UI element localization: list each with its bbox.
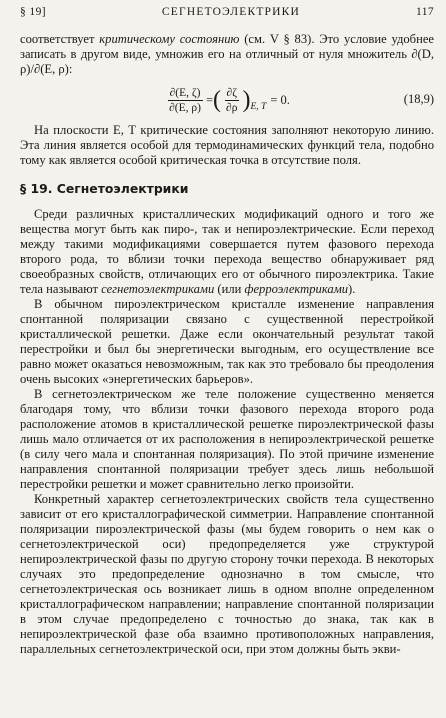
fraction-partial: $\frac{\partial\zeta}{\partial\rho}$ [226, 86, 238, 114]
section-heading: § 19. Сегнетоэлектрики [20, 181, 189, 196]
page-number: 117 [415, 6, 434, 18]
running-title: СЕГНЕТОЭЛЕКТРИКИ [161, 6, 301, 18]
emphasis-ferroelectrics: ферроэлектриками [244, 282, 349, 296]
equation-18-9: $\frac{\partial(E, \zeta)}{\partial(E, \rho)}$ = ( $\frac{\partial\zeta}{\partial\rho}$ ) E, T = 0. (18,9) [169, 86, 434, 114]
intro-paragraph-2: На плоскости E, T критические состояния заполняют некоторую линию. Эта линия является особой для термодинамических функций тела, подобно тому как является особой критическая точка в отсутствие поля. [20, 123, 434, 167]
running-head [20, 6, 434, 18]
section-paragraph-4: Конкретный характер сегнетоэлектрических свойств тела существенно зависит от его кристаллографической симметрии. Направление спонтанной поляризации пироэлектрической фазы (мы будем говорить о нем как о сегнетоэлектрической оси) предопределяется уже структурой непироэлектрической фазы по другую сторону точки перехода. В некоторых случаях это предопределение однозначно в том смысле, что сегнетоэлектрическая ось возникает лишь в одном вполне определенном кристаллографическом направлении; направление спонтанной поляризации в этом случае предопределено с точностью до знака, так как в непироэлектрической фазе оба взаимно противоположных направления, параллельных сегнетоэлектрической оси, при этом должны быть экви- [20, 492, 434, 656]
intro-paragraph-1: соответствует критическому состоянию (см. V § 83). Это условие удобнее записать в другом виде, умножив его на отличный от нуля множитель ∂(D, ρ)/∂(E, ρ): [20, 32, 434, 76]
equation-number: (18,9) [403, 92, 434, 106]
emphasis-segnetoelectrics: сегнетоэлектриками [101, 282, 215, 296]
section-paragraph-1: Среди различных кристаллических модификаций одного и того же вещества могут быть как пиро-, так и непироэлектрические. Если переход между такими модификациями совершается путем фазового перехода второго рода, то вблизи точки перехода вещество обнаруживает ряд своеобразных свойств, отличающих его от обычного пироэлектрика. Такие тела называют сегнетоэлектриками (или ферроэлектриками). [20, 207, 434, 296]
section-paragraph-3: В сегнетоэлектрическом же теле положение существенно меняется благодаря тому, что вблизи точки фазового перехода второго рода расположение атомов в кристаллической решетке пироэлектрической фазы лишь мало отличается от их расположения в непироэлектрической решетке (в силу чего мала и спонтанная поляризация). По этой причине изменение направления спонтанной поляризации требует здесь лишь небольшой перестройки решетки и может сравнительно легко произойти. [20, 387, 434, 491]
section-reference: § 19] [20, 6, 46, 18]
fraction-lhs: $\frac{\partial(E, \zeta)}{\partial(E, \rho)}$ [169, 86, 201, 114]
section-paragraph-2: В обычном пироэлектрическом кристалле изменение направления спонтанной поляризации связано с существенной перестройкой кристаллической решетки. Даже если окончательный результат такой перестройки и был бы энергетически выгодным, его осуществление все равно может оказаться невозможным, так как это требовало бы преодоления очень высоких «энергетических барьеров». [20, 297, 434, 386]
emphasis-critical-state: критическому состоянию [99, 32, 240, 46]
